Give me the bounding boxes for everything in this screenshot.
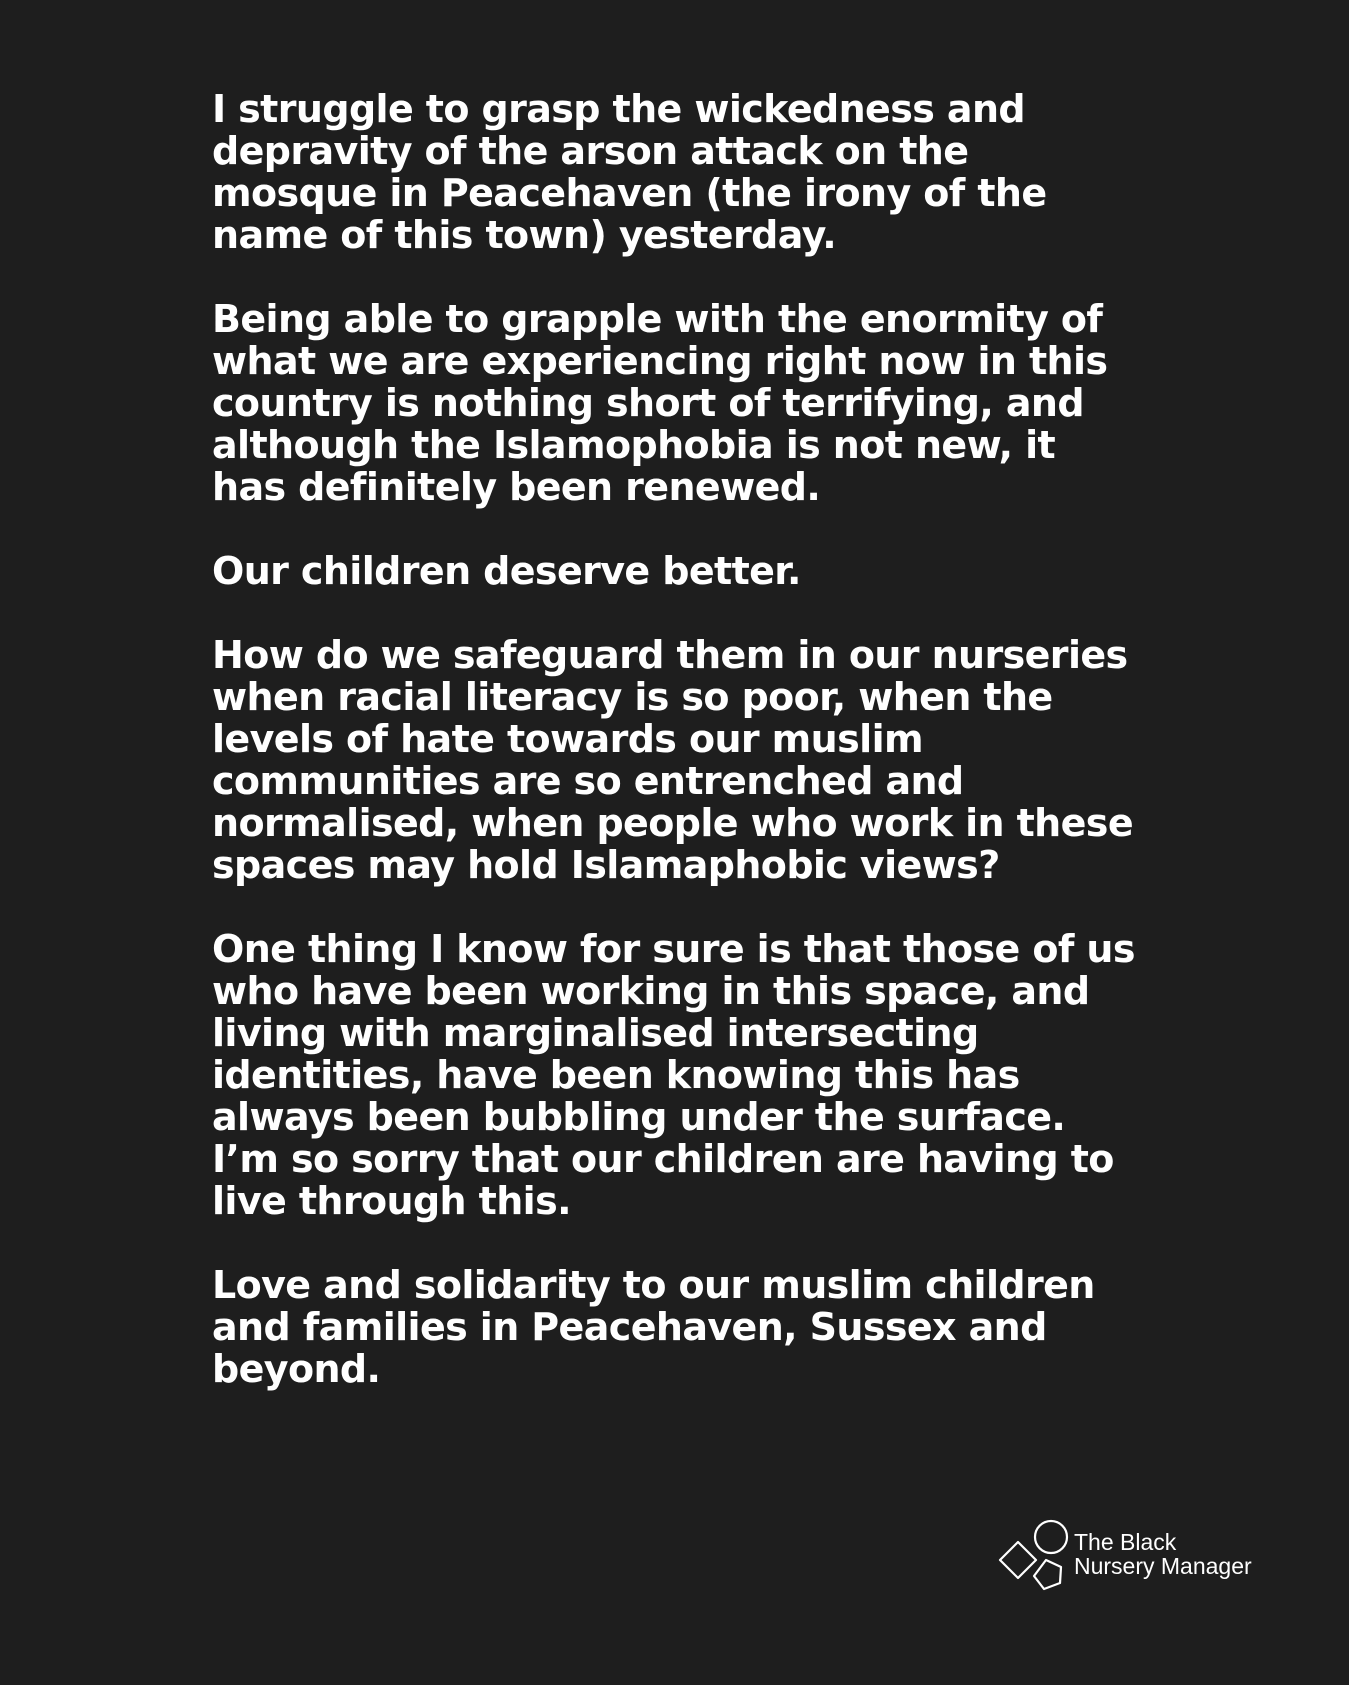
text-line: and families in Peacehaven, Sussex and bbox=[212, 1305, 1047, 1349]
text-line: Love and solidarity to our muslim children bbox=[212, 1263, 1095, 1307]
text-line: what we are experiencing right now in this bbox=[212, 339, 1108, 383]
text-line: I struggle to grasp the wickedness and bbox=[212, 87, 1025, 131]
text-line: normalised, when people who work in these bbox=[212, 801, 1134, 845]
text-line: has definitely been renewed. bbox=[212, 465, 821, 509]
brand-name-line-2: Nursery Manager bbox=[1074, 1553, 1252, 1579]
text-line: Being able to grapple with the enormity of bbox=[212, 297, 1103, 341]
brand-name bbox=[1074, 1530, 1252, 1578]
text-line: living with marginalised intersecting bbox=[212, 1011, 979, 1055]
text-line: when racial literacy is so poor, when the bbox=[212, 675, 1053, 719]
text-line: Our children deserve better. bbox=[212, 549, 801, 593]
brand-logo-shapes-icon bbox=[994, 1518, 1074, 1594]
text-line: levels of hate towards our muslim bbox=[212, 717, 923, 761]
text-line: mosque in Peacehaven (the irony of the bbox=[212, 171, 1047, 215]
text-line: country is nothing short of terrifying, and bbox=[212, 381, 1084, 425]
text-line: communities are so entrenched and bbox=[212, 759, 964, 803]
paragraph-4 bbox=[212, 634, 1232, 886]
paragraph-1 bbox=[212, 88, 1232, 256]
paragraph-5 bbox=[212, 928, 1232, 1222]
text-line: depravity of the arson attack on the bbox=[212, 129, 969, 173]
text-line: although the Islamophobia is not new, it bbox=[212, 423, 1056, 467]
text-line: I’m so sorry that our children are having to bbox=[212, 1137, 1114, 1181]
brand-logo bbox=[994, 1518, 1294, 1594]
text-line: live through this. bbox=[212, 1179, 571, 1223]
paragraph-6 bbox=[212, 1264, 1232, 1390]
text-line: who have been working in this space, and bbox=[212, 969, 1090, 1013]
text-line: identities, have been knowing this has bbox=[212, 1053, 1020, 1097]
text-line: beyond. bbox=[212, 1347, 381, 1391]
text-line: One thing I know for sure is that those of us bbox=[212, 927, 1135, 971]
text-line: How do we safeguard them in our nurseries bbox=[212, 633, 1128, 677]
text-line: name of this town) yesterday. bbox=[212, 213, 837, 257]
brand-name-line-1: The Black bbox=[1074, 1529, 1177, 1555]
paragraph-3 bbox=[212, 550, 1232, 592]
text-line: spaces may hold Islamaphobic views? bbox=[212, 843, 1000, 887]
post-body bbox=[212, 88, 1232, 1432]
paragraph-2 bbox=[212, 298, 1232, 508]
text-line: always been bubbling under the surface. bbox=[212, 1095, 1066, 1139]
